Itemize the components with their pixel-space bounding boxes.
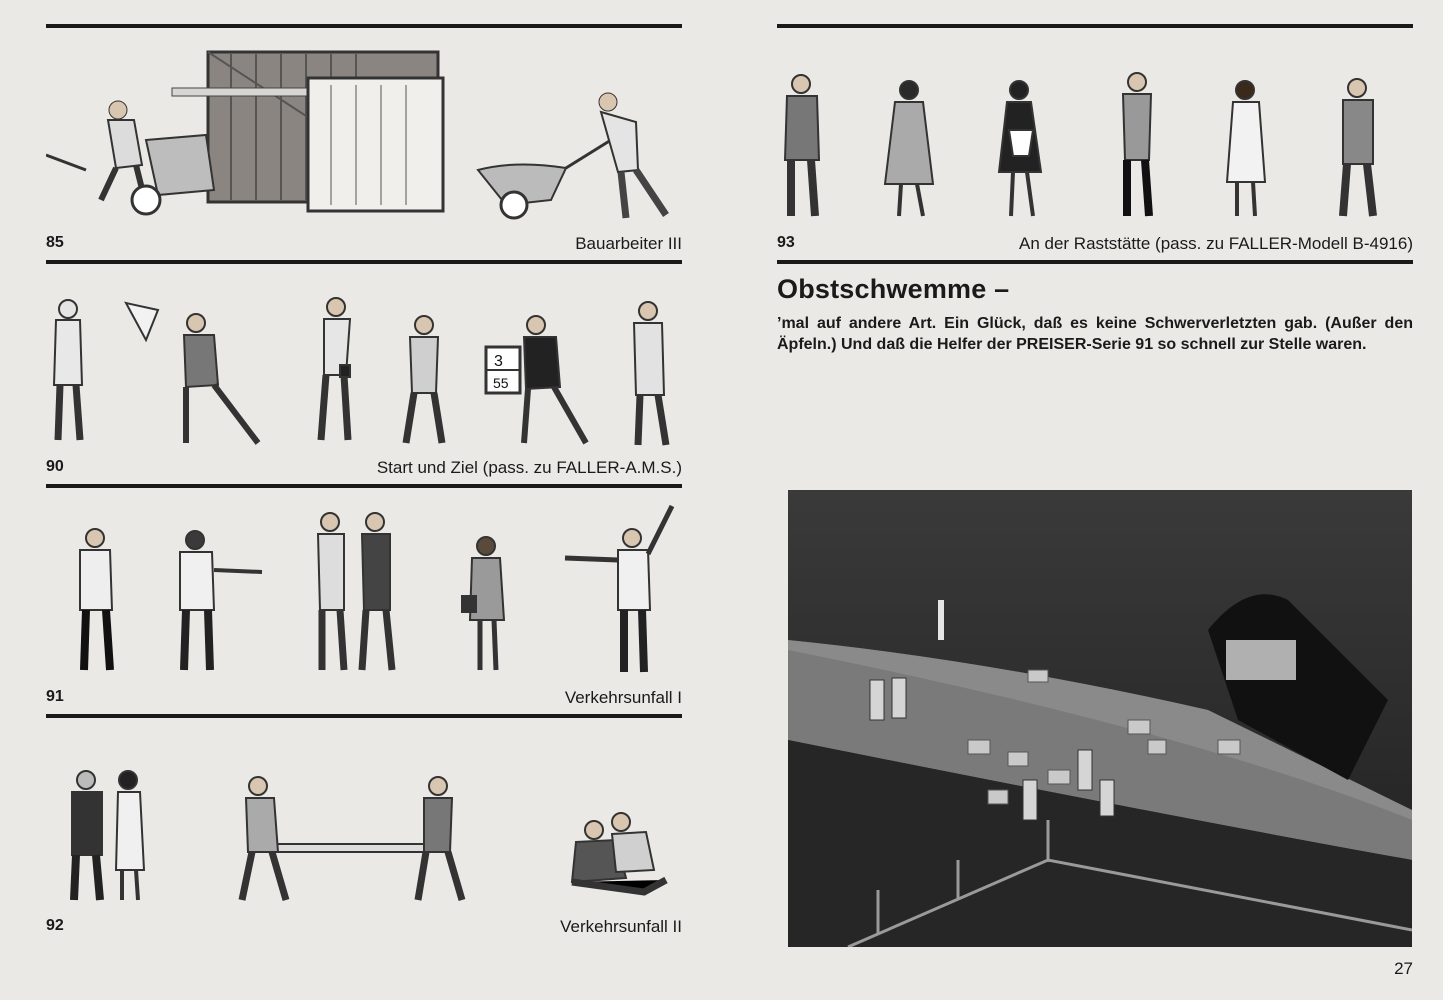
rest-stop-figures-illustration <box>777 60 1413 220</box>
panel-91-number: 91 <box>46 688 64 705</box>
start-finish-figures-illustration <box>46 295 682 450</box>
panel-85-number: 85 <box>46 234 64 251</box>
panel-85-title: Bauarbeiter III <box>575 234 682 253</box>
top-rule-left <box>46 24 682 28</box>
construction-workers-illustration <box>46 40 682 230</box>
rule-after-93 <box>777 260 1413 264</box>
panel-92-title: Verkehrsunfall II <box>560 917 682 936</box>
scoreboard-top-number: 3 <box>494 353 503 370</box>
top-rule-right <box>777 24 1413 28</box>
article-headline: Obstschwemme – <box>777 274 1010 304</box>
scoreboard-bottom-number: 55 <box>493 375 509 391</box>
rule-after-90 <box>46 484 682 488</box>
panel-93-number: 93 <box>777 234 795 251</box>
accident-scene-photo <box>788 490 1412 947</box>
panel-92-number: 92 <box>46 917 64 934</box>
panel-93-title: An der Raststätte (pass. zu FALLER-Modell B-4916) <box>1018 234 1413 253</box>
rule-after-85 <box>46 260 682 264</box>
panel-90-title: Start und Ziel (pass. zu FALLER-A.M.S.) <box>376 458 682 477</box>
traffic-accident-one-illustration <box>40 500 680 680</box>
article-body: ’mal auf andere Art. Ein Glück, daß es keine Schwerverletzten gab. (Außer den Äpfeln.) Und daß die Helfer der PREISER-Serie 91 so schnell zur Stelle waren. <box>777 315 1413 353</box>
panel-90-number: 90 <box>46 458 64 475</box>
rule-after-91 <box>46 714 682 718</box>
panel-91-title: Verkehrsunfall I <box>564 688 682 707</box>
page-number: 27 <box>1394 959 1413 978</box>
traffic-accident-two-illustration <box>46 760 682 905</box>
